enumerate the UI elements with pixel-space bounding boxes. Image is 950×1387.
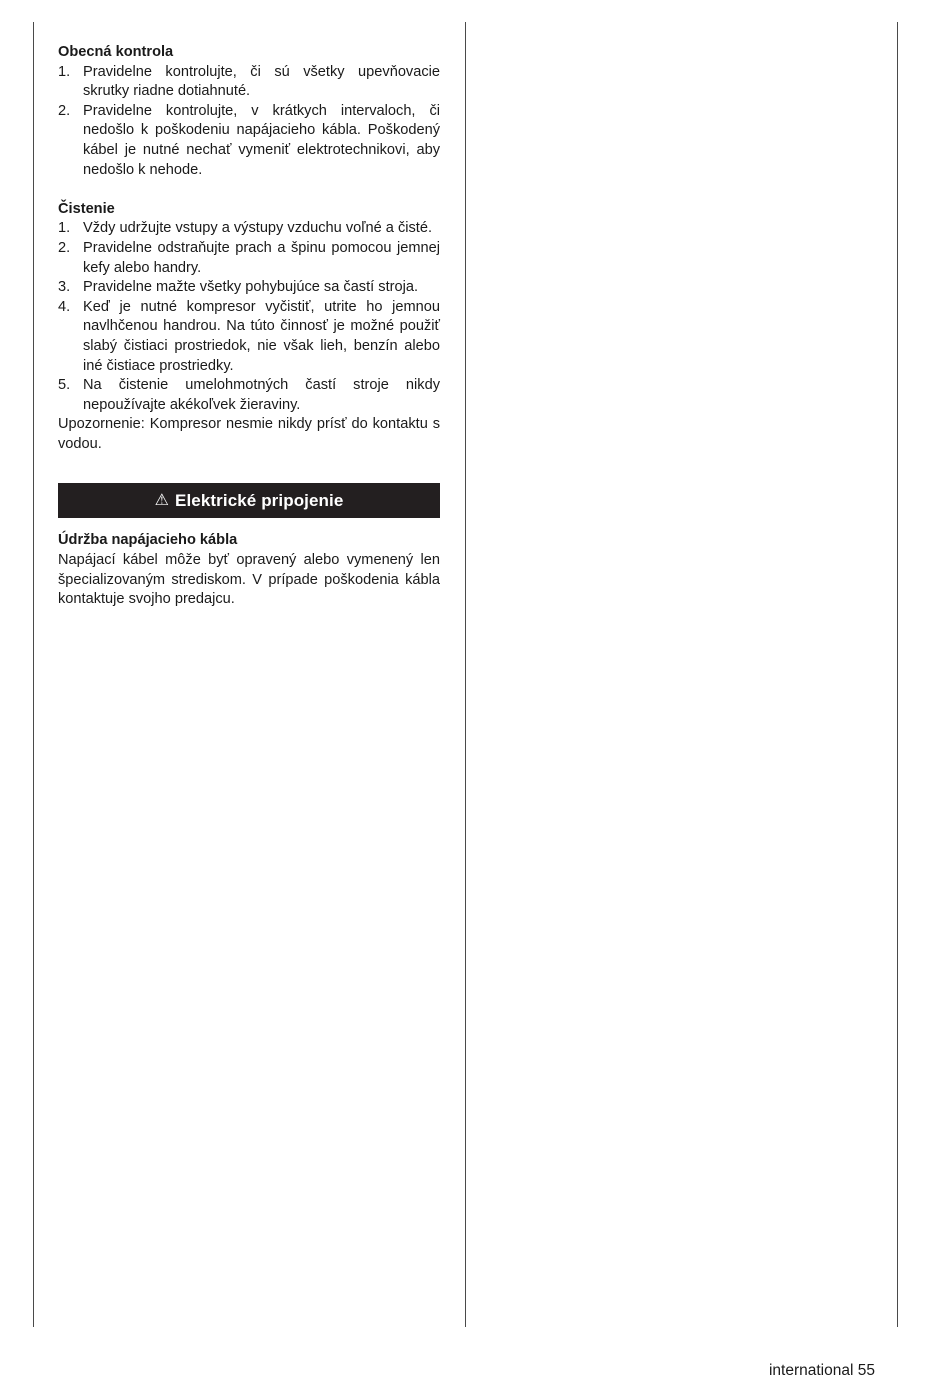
list-item-text: Pravidelne mažte všetky pohybujúce sa častí stroja.	[83, 279, 419, 296]
list-item-text: Pravidelne kontrolujte, v krátkych intervaloch, či nedošlo k poškodeniu napájacieho kábla. Poškodený kábel je nutné nechať vymeniť elektrotechnikovi, aby nedošlo k nehode.	[83, 102, 440, 178]
warning-triangle-icon: ⚠	[154, 492, 170, 510]
list-item-number: 2.	[58, 102, 71, 119]
list-item-number: 5.	[58, 377, 71, 394]
section-heading-cable-maintenance: Údržba napájacieho kábla	[58, 532, 238, 549]
list-item-text: Pravidelne kontrolujte, či sú všetky upevňovacie skrutky riadne dotiahnuté.	[83, 63, 440, 100]
general-check-list	[58, 63, 440, 181]
section-heading-general-check: Obecná kontrola	[58, 44, 174, 60]
banner-title: Elektrické pripojenie	[175, 491, 344, 511]
section-banner-electrical-connection	[58, 483, 440, 518]
list-item-text: Keď je nutné kompresor vyčistiť, utrite ho jemnou navlhčenou handrou. Na túto činnosť je možné použiť slabý čistiaci prostriedok, nie však lieh, benzín alebo iné čistiace prostriedky.	[83, 298, 440, 374]
list-item	[58, 278, 440, 298]
left-margin-rule	[33, 22, 34, 1327]
footer-label: international	[768, 1362, 854, 1379]
column-divider-rule	[465, 22, 466, 1327]
right-margin-rule	[897, 22, 898, 1327]
list-item-text: Pravidelne odstraňujte prach a špinu pomocou jemnej kefy alebo handry.	[83, 239, 440, 276]
list-item	[58, 102, 440, 180]
list-item-text: Vždy udržujte vstupy a výstupy vzduchu voľné a čisté.	[83, 220, 433, 237]
list-item-number: 3.	[58, 279, 71, 296]
cleaning-list	[58, 219, 440, 415]
list-item	[58, 376, 440, 415]
list-item	[58, 239, 440, 278]
list-item-number: 4.	[58, 298, 71, 315]
cleaning-warning-note: Upozornenie: Kompresor nesmie nikdy prísť do kontaktu s vodou.	[58, 416, 440, 452]
list-item-number: 1.	[58, 220, 71, 237]
list-item-number: 2.	[58, 239, 71, 256]
list-item-text: Na čistenie umelohmotných častí stroje nikdy nepoužívajte akékoľvek žieraviny.	[83, 377, 440, 413]
left-column	[58, 43, 440, 610]
list-item	[58, 219, 440, 239]
cable-maintenance-text: Napájací kábel môže byť opravený alebo vymenený len špecializovaným strediskom. V prípade poškodenia kábla kontaktuje svojho predajcu.	[58, 552, 440, 608]
page-number: 55	[857, 1362, 875, 1379]
list-item-number: 1.	[58, 63, 71, 80]
list-item	[58, 298, 440, 376]
page-footer	[769, 1362, 875, 1380]
list-item	[58, 63, 440, 102]
section-heading-cleaning: Čistenie	[58, 200, 115, 217]
